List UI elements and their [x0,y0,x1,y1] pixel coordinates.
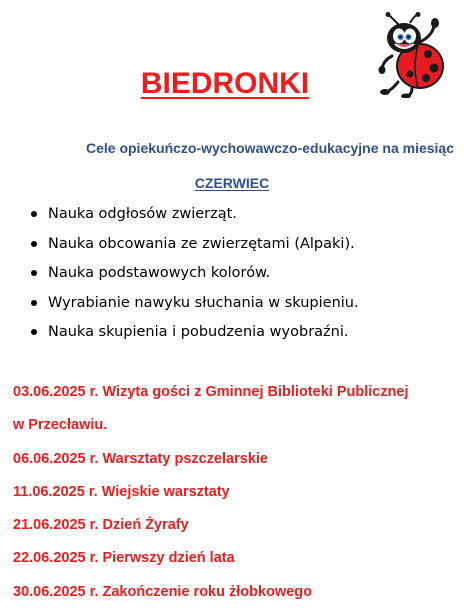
bullet-icon [31,211,37,217]
event-line: w Przecławiu. [13,417,108,434]
bullet-icon [31,329,37,335]
goal-item [22,204,452,234]
bullet-icon [31,300,37,306]
event-line: 06.06.2025 r. Warsztaty pszczelarskie [13,450,268,467]
ladybug-illustration [378,12,446,98]
goal-item [22,293,452,323]
event-line: 22.06.2025 r. Pierwszy dzień lata [13,550,235,567]
goal-item [22,263,452,293]
subtitle: Cele opiekuńczo-wychowawczo-edukacyjne na miesiąc [85,140,454,156]
month-heading-text: CZERWIEC [194,175,270,191]
goal-text: Wyrabianie nawyku słuchania w skupieniu. [48,294,359,311]
page-title-text: BIEDRONKI [140,67,310,100]
bullet-icon [31,270,37,276]
event-line: 03.06.2025 r. Wizyta gości z Gminnej Biblioteki Publicznej [13,384,409,400]
month-heading [0,174,464,192]
goal-text: Nauka skupienia i pobudzenia wyobraźni. [48,324,349,340]
goals-list [22,204,452,352]
bullet-icon [31,241,37,247]
events-list [13,382,458,615]
goal-text: Nauka odgłosów zwierząt. [48,206,237,222]
goal-item [22,234,452,264]
event-line: 21.06.2025 r. Dzień Żyrafy [13,517,189,534]
event-line: 11.06.2025 r. Wiejskie warsztaty [13,483,230,500]
goal-text: Nauka obcowania ze zwierzętami (Alpaki). [48,235,355,252]
goal-item [22,322,452,352]
event-line: 30.06.2025 r. Zakończenie roku żłobkowego [13,583,312,600]
goal-text: Nauka podstawowych kolorów. [48,265,271,281]
